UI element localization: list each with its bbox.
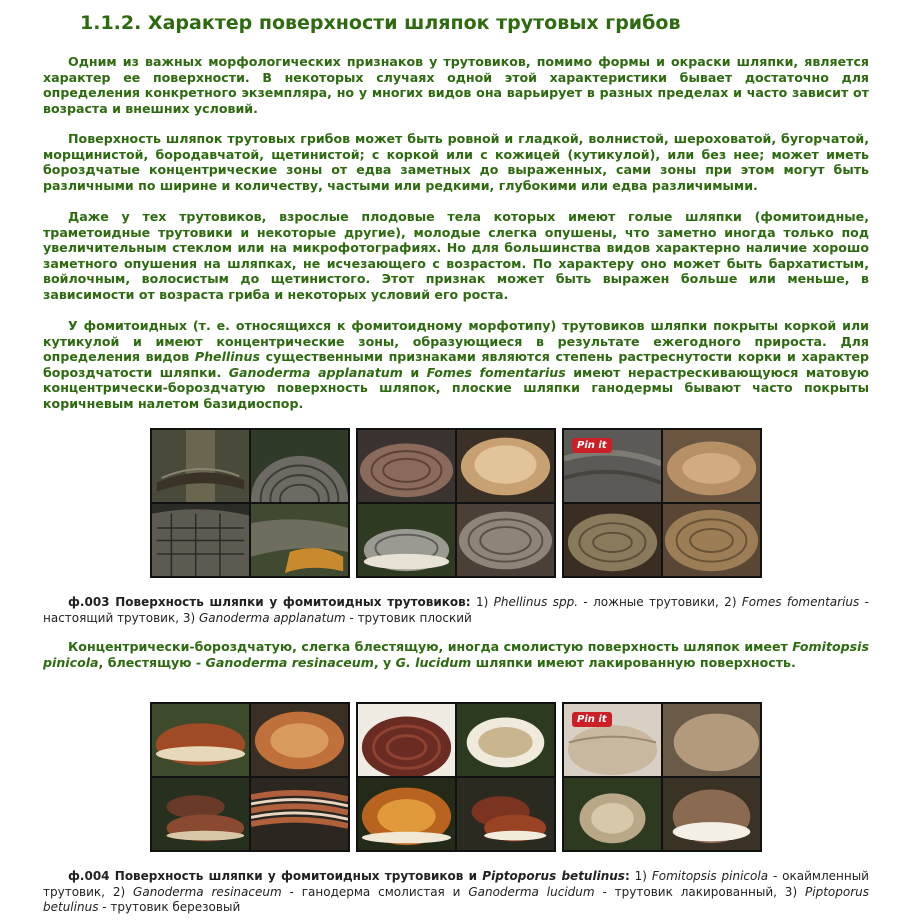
text-run: - трутовик березовый: [98, 900, 241, 915]
text-run: шляпки имеют лакированную поверхность.: [471, 654, 796, 670]
photo: [663, 778, 760, 850]
photo: [358, 704, 455, 776]
text-run: - трутовик лакированный, 3): [594, 884, 806, 899]
text-run: - ложные трутовики, 2): [578, 595, 742, 609]
text-run: , блестящую -: [98, 654, 206, 670]
species-name: Phellinus spp.: [493, 595, 579, 609]
photo: [457, 504, 554, 576]
photo-panel-ganoderma-resinaceum[interactable]: [356, 702, 556, 852]
photo: [564, 430, 661, 502]
photo: [663, 704, 760, 776]
photo: [564, 704, 661, 776]
species-name: Fomitopsis pinicola: [43, 639, 869, 670]
species-name: Phellinus: [194, 349, 260, 365]
text-run: - ганодерма смолистая и: [281, 884, 469, 899]
species-name: Piptoporus betulinus: [482, 869, 625, 883]
photo: [152, 704, 249, 776]
photo: [152, 778, 249, 850]
figure-caption-004: [43, 869, 869, 916]
photo: [152, 430, 249, 502]
text-run: У фомитоидных (т. е. относящихся к фомитоидному морфотипу) трутовиков шляпки покрыты коркой или кутикулой и имеют концентрические зоны, образующиеся в результате ежегодного прироста. Для определения видов: [43, 318, 869, 365]
photo-panel-ganoderma-applanatum[interactable]: [562, 428, 762, 578]
paragraph-5: [43, 639, 869, 670]
paragraph-2: Поверхность шляпок трутовых грибов может быть ровной и гладкой, волнистой, шероховатой, бугорчатой, морщинистой, бородавчатой, щетинистой; с коркой или с кожицей (кутикулой), или без нее; может иметь бороздчатые концентрические зоны от едва заметных до выраженных, сами зоны при этом могут быть различными по ширине и количеству, частыми или редкими, глубокими или едва различимыми.: [43, 131, 869, 193]
caption-label: ф.003 Поверхность шляпки у фомитоидных трутовиков:: [68, 595, 471, 609]
text-run: и: [402, 364, 427, 380]
photo: [358, 778, 455, 850]
text-run: - трутовик плоский: [345, 610, 472, 625]
photo: [457, 704, 554, 776]
caption-label: ф.004 Поверхность шляпки у фомитоидных трутовиков и: [68, 869, 483, 883]
photo: [152, 504, 249, 576]
species-name: Ganoderma resinaceum: [205, 654, 374, 670]
photo: [663, 504, 760, 576]
text-run: 1): [470, 595, 494, 609]
paragraph-4: [43, 318, 869, 412]
text-run: 1): [629, 869, 652, 883]
photo: [358, 430, 455, 502]
species-name: G. lucidum: [395, 654, 472, 670]
species-name: Fomitopsis pinicola: [651, 869, 769, 883]
section-heading: 1.1.2. Характер поверхности шляпок трутовых грибов: [80, 12, 681, 34]
photo-panel-fomitopsis[interactable]: [150, 702, 350, 852]
text-run: , у: [373, 654, 396, 670]
species-name: Ganoderma lucidum: [468, 884, 595, 899]
pin-it-button[interactable]: Pin it: [572, 438, 612, 453]
photo: [564, 778, 661, 850]
text-run: Концентрически-бороздчатую, слегка блестящую, иногда смолистую поверхность шляпок имеет: [68, 639, 793, 654]
photo: [358, 504, 455, 576]
species-name: Ganoderma resinaceum: [133, 884, 282, 899]
caption-label: :: [624, 869, 630, 883]
species-name: Ganoderma applanatum: [228, 364, 403, 380]
species-name: Ganoderma applanatum: [198, 610, 346, 625]
photo: [663, 430, 760, 502]
photo: [251, 430, 348, 502]
species-name: Fomes fomentarius: [426, 364, 566, 380]
paragraph-3: Даже у тех трутовиков, взрослые плодовые тела которых имеют голые шляпки (фомитоидные, траметоидные трутовики и некоторые другие), молодые слегка опушены, что заметно иногда только под увеличительным стеклом или на микрофотографиях. Но для большинства видов характерно наличие хорошо заметного опушения на шляпках, не исчезающего с возрастом. По характеру оно может быть бархатистым, войлочным, волосистым до щетинистого. Этот признак может быть выражен больше или меньше, в зависимости от возраста гриба и некоторых условий его роста.: [43, 209, 869, 302]
photo-panel-piptoporus[interactable]: [562, 702, 762, 852]
species-name: Fomes fomentarius: [741, 595, 860, 609]
text-run: имеют нерастрескивающуюся матовую концентрически-бороздчатую поверхность шляпок, плоские шляпки ганодермы бывают часто покрыты коричневым налетом базидиоспор.: [43, 364, 869, 411]
photo: [251, 504, 348, 576]
photo-panel-fomes[interactable]: [356, 428, 556, 578]
photo: [251, 704, 348, 776]
text-run: - настоящий трутовик, 3): [43, 595, 869, 625]
figure-caption-003: [43, 595, 869, 626]
photo: [564, 504, 661, 576]
species-name: Piptoporus betulinus: [43, 884, 869, 915]
text-run: существенными признаками являются степень растреснутости корки и характер бороздчатости шляпки.: [43, 349, 869, 380]
photo: [457, 778, 554, 850]
paragraph-1: Одним из важных морфологических признаков у трутовиков, помимо формы и окраски шляпки, является характер ее поверхности. В некоторых случаях одной этой характеристики бывает достаточно для определения конкретного экземпляра, но у многих видов она варьирует в разных пределах и часто зависит от возраста и внешних условий.: [43, 54, 869, 116]
pin-it-button[interactable]: Pin it: [572, 712, 612, 727]
photo: [457, 430, 554, 502]
text-run: - окаймленный трутовик, 2): [43, 869, 869, 899]
photo: [251, 778, 348, 850]
photo-panel-phellinus[interactable]: [150, 428, 350, 578]
